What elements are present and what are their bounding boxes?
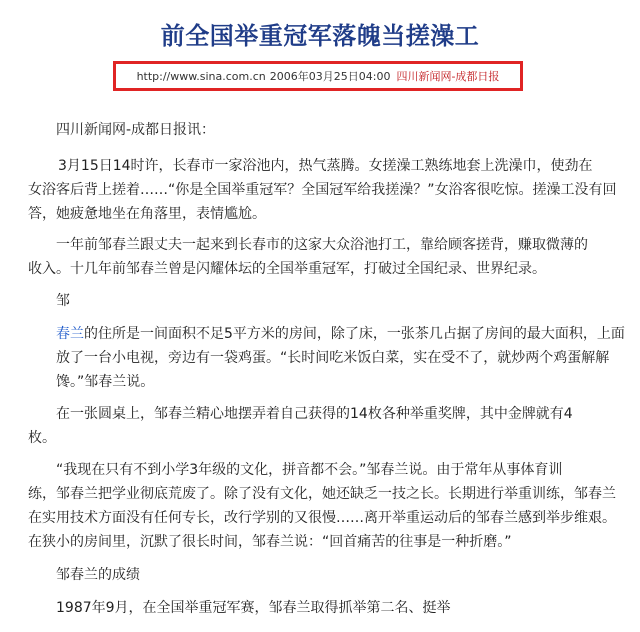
paragraph-8: 1987年9月，在全国举重冠军赛，邹春兰取得抓举第二名、挺举 [56, 600, 451, 616]
paragraph-7-subheading: 邹春兰的成绩 [56, 567, 140, 583]
paragraph-6-rest: 练，邹春兰把学业彻底荒废了。除了没有文化，她还缺乏一技之长。长期进行举重训练，邹春兰在实用技术方面没有任何专长，改行学别的又很慢……离开举重运动后的邹春兰感到举步维艰。在狭小的房间里，沉默了很长时间，邹春兰说：“回首痛苦的往事是一种折磨。” [28, 486, 616, 550]
paragraph-6 [28, 458, 628, 554]
paragraph-6-first-line: “我现在只有不到小学3年级的文化，拼音都不会。”邹春兰说。由于常年从事体育训 [56, 462, 563, 478]
paragraph-5-first-line: 在一张圆桌上，邹春兰精心地摆弄着自己获得的14枚各种举重奖牌，其中金牌就有4 [56, 406, 573, 422]
source-outlet-link[interactable]: 四川新闻网-成都日报 [396, 70, 500, 83]
person-name-link[interactable]: 春兰 [56, 326, 84, 342]
paragraph-1 [28, 154, 628, 226]
publish-datetime: 2006年03月25日04:00 [269, 70, 391, 83]
paragraph-4 [56, 322, 628, 394]
lead-paragraph: 四川新闻网-成都日报讯： [56, 122, 216, 138]
bottom-fade-overlay [460, 592, 640, 632]
article-title: 前全国举重冠军落魄当搓澡工 [160, 22, 480, 50]
paragraph-4-text: 的住所是一间面积不足5平方米的房间，除了床，一张茶几占据了房间的最大面积，上面放了一台小电视，旁边有一袋鸡蛋。“长时间吃米饭白菜，实在受不了，就炒两个鸡蛋解解馋。”邹春兰说。 [56, 326, 625, 390]
paragraph-2-rest: 收入。十几年前邹春兰曾是闪耀体坛的全国举重冠军，打破过全国纪录、世界纪录。 [28, 261, 546, 277]
paragraph-1-rest: 女浴客后背上搓着……“你是全国举重冠军？全国冠军给我搓澡？”女浴客很吃惊。搓澡工没有回答，她疲惫地坐在角落里，表情尴尬。 [28, 182, 617, 222]
paragraph-2 [28, 233, 628, 281]
paragraph-1-first-line: 3月15日14时许，长春市一家浴池内，热气蒸腾。女搓澡工熟练地套上洗澡巾，使劲在 [58, 158, 593, 174]
paragraph-5 [28, 402, 628, 450]
source-url[interactable]: http://www.sina.com.cn [136, 69, 266, 83]
paragraph-5-rest: 枚。 [28, 430, 56, 446]
paragraph-3: 邹 [56, 293, 70, 309]
paragraph-2-first-line: 一年前邹春兰跟丈夫一起来到长春市的这家大众浴池打工，靠给顾客搓背，赚取微薄的 [56, 237, 588, 253]
source-line [113, 61, 523, 91]
